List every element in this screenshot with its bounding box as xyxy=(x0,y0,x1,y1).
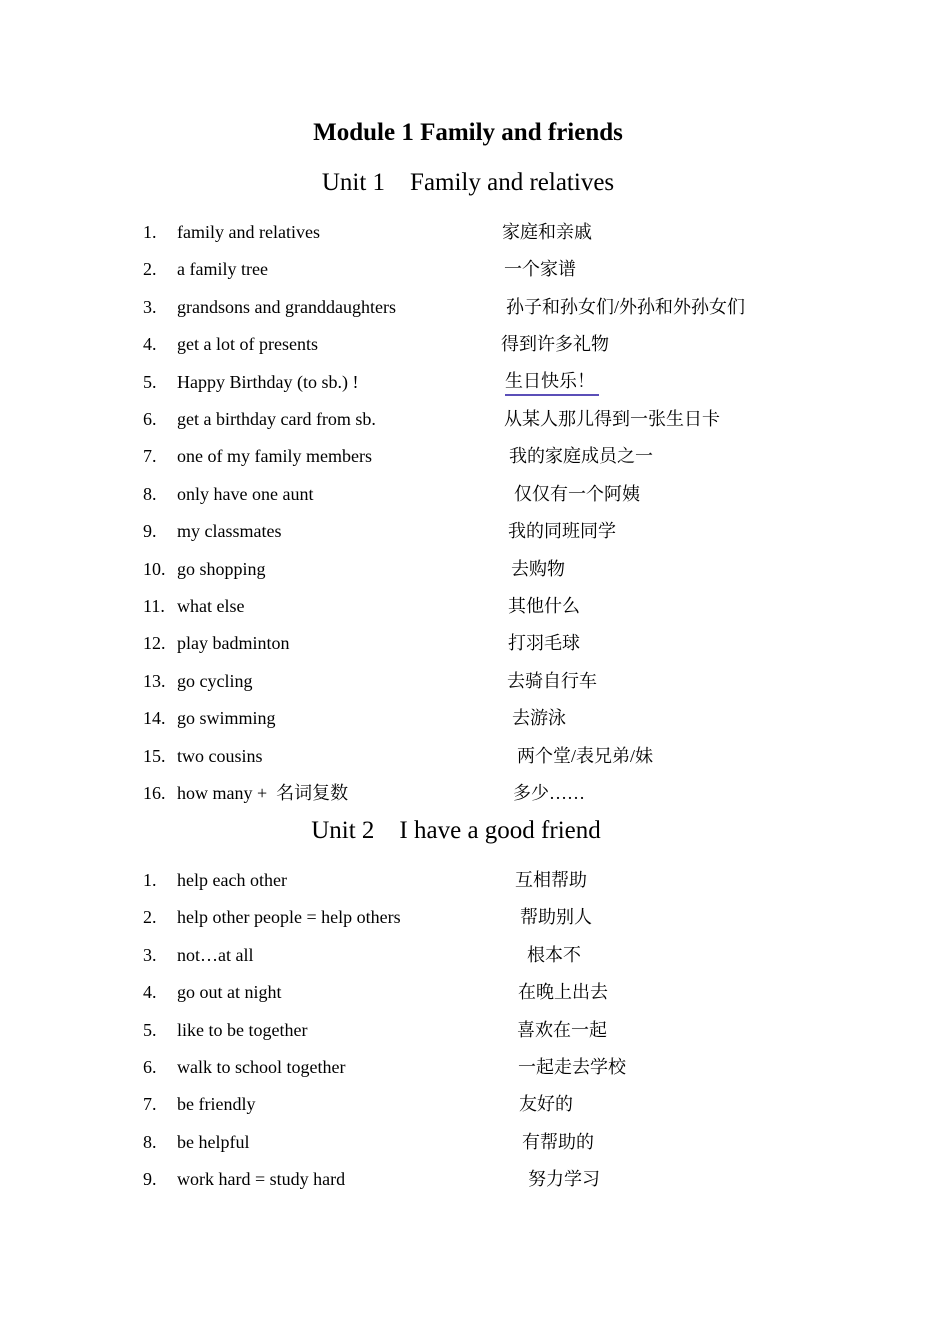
item-number: 13. xyxy=(143,670,166,691)
item-number: 6. xyxy=(143,1057,157,1077)
english-phrase: go swimming xyxy=(177,708,276,729)
item-number: 3. xyxy=(143,944,157,965)
english-phrase: walk to school together xyxy=(177,1057,346,1077)
chinese-translation: 一起走去学校 xyxy=(518,1057,626,1077)
english-phrase: Happy Birthday (to sb.) ! xyxy=(177,371,359,392)
phrase-row xyxy=(0,555,950,583)
chinese-translation: 多少…… xyxy=(513,783,585,803)
item-number: 4. xyxy=(143,982,157,1003)
item-number: 1. xyxy=(143,222,157,242)
chinese-translation: 一个家谱 xyxy=(504,259,576,280)
phrase-row xyxy=(0,978,950,1006)
item-number: 7. xyxy=(143,446,157,467)
phrase-row xyxy=(0,218,950,246)
chinese-translation: 在晚上出去 xyxy=(518,982,608,1003)
chinese-translation: 有帮助的 xyxy=(522,1131,594,1152)
english-phrase: a family tree xyxy=(177,259,268,280)
item-number: 2. xyxy=(143,259,157,280)
english-phrase: work hard = study hard xyxy=(177,1169,346,1190)
chinese-translation: 生日快乐！ xyxy=(505,368,599,396)
item-number: 6. xyxy=(143,409,157,429)
phrase-row xyxy=(0,592,950,620)
chinese-translation: 家庭和亲戚 xyxy=(502,222,592,242)
chinese-translation: 孙子和孙女们/外孙和外孙女们 xyxy=(506,296,745,317)
phrase-row xyxy=(0,480,950,508)
english-phrase: like to be together xyxy=(177,1019,308,1040)
chinese-translation: 两个堂/表兄弟/妹 xyxy=(517,745,654,766)
phrase-row xyxy=(0,517,950,545)
english-phrase: go out at night xyxy=(177,982,282,1003)
module-title: Module 1 Family and friends xyxy=(313,119,623,146)
chinese-translation: 打羽毛球 xyxy=(508,633,580,654)
chinese-translation: 根本不 xyxy=(527,944,581,965)
phrase-row xyxy=(0,293,950,321)
phrase-row xyxy=(0,405,950,433)
phrase-row xyxy=(0,1090,950,1118)
item-number: 8. xyxy=(143,1131,157,1152)
chinese-translation: 从某人那儿得到一张生日卡 xyxy=(504,409,720,429)
item-number: 11. xyxy=(143,596,165,616)
item-number: 5. xyxy=(143,1019,157,1040)
english-phrase: what else xyxy=(177,596,245,616)
english-phrase: help other people = help others xyxy=(177,907,401,928)
phrase-row xyxy=(0,779,950,807)
phrase-row xyxy=(0,1016,950,1044)
chinese-translation: 其他什么 xyxy=(508,596,580,616)
chinese-translation: 去骑自行车 xyxy=(507,670,597,691)
english-phrase: go cycling xyxy=(177,670,253,691)
english-phrase: be friendly xyxy=(177,1094,256,1115)
phrase-row xyxy=(0,941,950,969)
chinese-translation: 帮助别人 xyxy=(520,907,592,928)
unit-2-title: Unit 2 I have a good friend xyxy=(311,817,601,844)
english-phrase: family and relatives xyxy=(177,222,320,242)
phrase-row xyxy=(0,629,950,657)
chinese-translation: 去游泳 xyxy=(512,708,566,729)
phrase-row xyxy=(0,1053,950,1081)
english-phrase: go shopping xyxy=(177,558,266,579)
english-phrase: only have one aunt xyxy=(177,483,314,504)
phrase-row xyxy=(0,704,950,732)
item-number: 15. xyxy=(143,745,166,766)
item-number: 3. xyxy=(143,296,157,317)
english-phrase: be helpful xyxy=(177,1131,250,1152)
phrase-row xyxy=(0,368,950,396)
chinese-translation: 互相帮助 xyxy=(515,870,587,890)
chinese-translation: 喜欢在一起 xyxy=(517,1019,607,1040)
chinese-translation: 我的家庭成员之一 xyxy=(509,446,653,467)
phrase-row xyxy=(0,742,950,770)
item-number: 12. xyxy=(143,633,166,654)
phrase-row xyxy=(0,442,950,470)
unit-1-title: Unit 1 Family and relatives xyxy=(321,169,615,196)
chinese-translation: 得到许多礼物 xyxy=(501,334,609,355)
phrase-row xyxy=(0,903,950,931)
item-number: 8. xyxy=(143,483,157,504)
english-phrase: get a birthday card from sb. xyxy=(177,409,376,429)
chinese-translation: 仅仅有一个阿姨 xyxy=(514,483,640,504)
phrase-row xyxy=(0,866,950,894)
english-phrase: grandsons and granddaughters xyxy=(177,296,396,317)
chinese-translation: 友好的 xyxy=(519,1094,573,1115)
item-number: 5. xyxy=(143,371,157,392)
phrase-row xyxy=(0,330,950,358)
item-number: 9. xyxy=(143,1169,157,1190)
chinese-translation: 去购物 xyxy=(511,558,565,579)
item-number: 2. xyxy=(143,907,157,928)
phrase-row xyxy=(0,255,950,283)
phrase-row xyxy=(0,667,950,695)
chinese-translation: 努力学习 xyxy=(528,1169,600,1190)
item-number: 10. xyxy=(143,558,166,579)
item-number: 16. xyxy=(143,783,166,803)
english-phrase: my classmates xyxy=(177,521,282,542)
phrase-row xyxy=(0,1128,950,1156)
phrase-row xyxy=(0,1165,950,1193)
english-phrase: play badminton xyxy=(177,633,290,654)
item-number: 14. xyxy=(143,708,166,729)
item-number: 1. xyxy=(143,870,157,890)
english-phrase: not…at all xyxy=(177,944,254,965)
item-number: 4. xyxy=(143,334,157,355)
english-phrase: how many + 名词复数 xyxy=(177,783,349,803)
english-phrase: one of my family members xyxy=(177,446,372,467)
english-phrase: help each other xyxy=(177,870,287,890)
english-phrase: two cousins xyxy=(177,745,263,766)
item-number: 7. xyxy=(143,1094,157,1115)
chinese-translation: 我的同班同学 xyxy=(508,521,616,542)
item-number: 9. xyxy=(143,521,157,542)
english-phrase: get a lot of presents xyxy=(177,334,318,355)
